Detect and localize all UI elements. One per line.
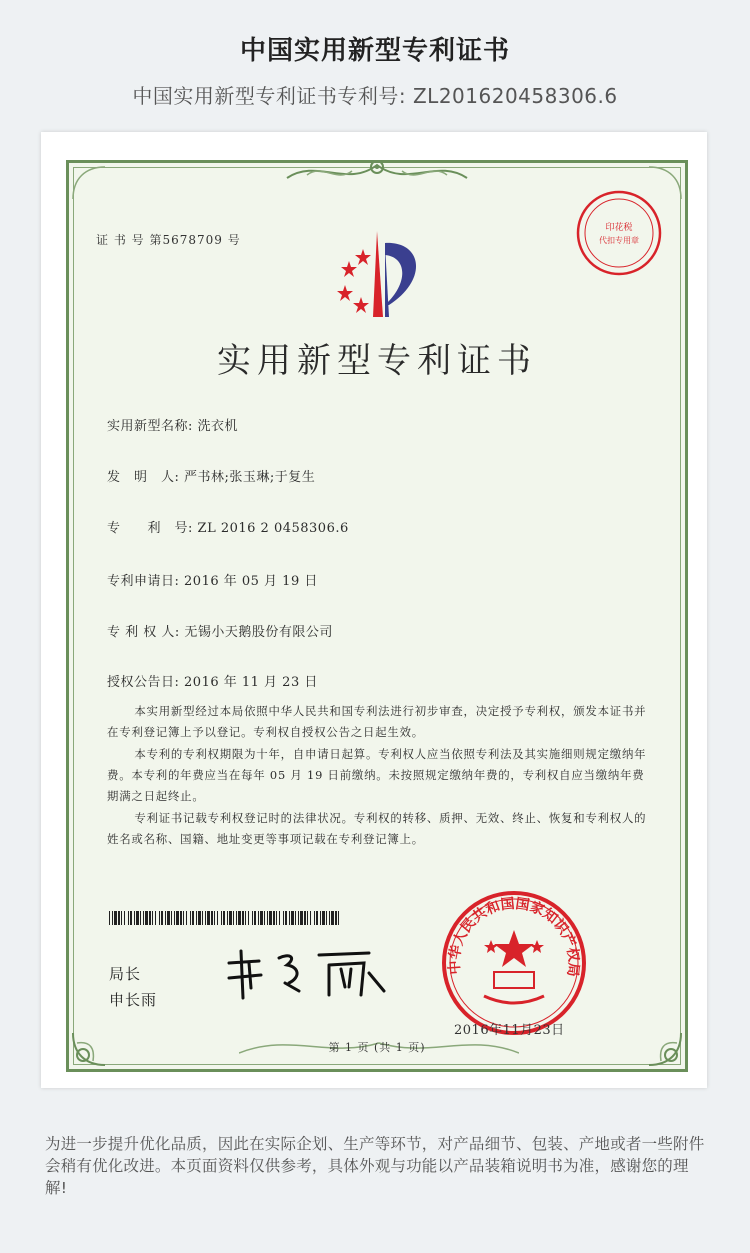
barcode-bar	[149, 911, 151, 925]
barcode-bar	[214, 911, 215, 925]
official-seal-icon	[439, 888, 589, 1038]
field-label: 发 明 人:	[107, 470, 180, 485]
barcode-bar	[267, 911, 268, 925]
barcode-bar	[128, 911, 129, 925]
barcode-bar	[186, 911, 187, 925]
barcode-bar	[316, 911, 318, 925]
barcode-bar	[211, 911, 213, 925]
barcode-bar	[176, 911, 179, 925]
barcode-bar	[171, 911, 172, 925]
field-inventors	[107, 466, 315, 485]
barcode-bar	[264, 911, 265, 925]
barcode-bar	[279, 911, 280, 925]
field-patent-number	[107, 517, 349, 536]
barcode-bar	[136, 911, 139, 925]
barcode-bar	[109, 911, 110, 925]
certificate-title: 实用新型专利证书	[217, 341, 537, 381]
seal-text: 中华人民共和国国家知识产权局	[446, 895, 582, 978]
director-title: 局长	[109, 965, 142, 983]
barcode-bar	[298, 911, 299, 925]
barcode-bar	[202, 911, 203, 925]
barcode-bar	[161, 911, 163, 925]
barcode-bar	[227, 911, 228, 925]
barcode-bar	[242, 911, 244, 925]
barcode-bar	[118, 911, 120, 925]
barcode-bar	[338, 911, 339, 925]
barcode-bar	[229, 911, 232, 925]
barcode-bar	[233, 911, 234, 925]
barcode-bar	[335, 911, 337, 925]
barcode-bar	[134, 911, 135, 925]
page-subtitle: 中国实用新型专利证书专利号: ZL201620458306.6	[132, 84, 618, 108]
barcode-bar	[295, 911, 296, 925]
barcode-bar	[252, 911, 253, 925]
patent-office-logo-icon	[327, 221, 437, 331]
page-title: 中国实用新型专利证书	[239, 36, 510, 66]
director-name: 申长雨	[109, 991, 158, 1009]
barcode-bar	[276, 911, 277, 925]
field-value: 2016 年 11 月 23 日	[184, 675, 318, 690]
barcode-bar	[245, 911, 246, 925]
barcode-bar	[289, 911, 290, 925]
barcode-bar	[121, 911, 122, 925]
barcode-bar	[254, 911, 256, 925]
barcode-bar	[159, 911, 160, 925]
barcode-bar	[260, 911, 263, 925]
barcode-bar	[155, 911, 156, 925]
barcode-bar	[174, 911, 175, 925]
barcode-bar	[304, 911, 306, 925]
barcode-bar	[207, 911, 210, 925]
floral-ornament-icon	[277, 153, 477, 193]
barcode-bar	[283, 911, 284, 925]
barcode-bar	[205, 911, 206, 925]
barcode-bar	[258, 911, 259, 925]
barcode-bar	[310, 911, 311, 925]
disclaimer-text: 为进一步提升优化品质，因此在实际企划、生产等环节，对产品细节、包装、产地或者一些附件会稍有优化改进。本页面资料仅供参考，具体外观与功能以产品装箱说明书为准，感谢您的理解!	[45, 1135, 705, 1197]
barcode-bar	[140, 911, 141, 925]
barcode-bar	[165, 911, 166, 925]
agency-stamp-icon	[574, 188, 664, 278]
barcode-bar	[198, 911, 201, 925]
barcode-bar	[112, 911, 113, 925]
barcode-bar	[331, 911, 334, 925]
svg-text:印花税: 印花税	[605, 223, 633, 233]
barcode-bar	[130, 911, 132, 925]
body-paragraph: 本专利的专利权期限为十年，自申请日起算。专利权人应当依照专利法及其实施细则规定缴纳年费。本专利的年费应当在每年 05 月 19 日前缴纳。未按照规定缴纳年费的，专利权自应当缴纳年费期满之日起终止。	[107, 747, 647, 803]
barcode-bar	[196, 911, 197, 925]
page-header	[0, 0, 750, 125]
field-application-date	[107, 570, 318, 589]
barcode-bar	[236, 911, 237, 925]
barcode-bar	[307, 911, 308, 925]
barcode-bar	[326, 911, 327, 925]
barcode-bar	[180, 911, 182, 925]
field-value: 严书林;张玉琳;于复生	[184, 470, 316, 485]
field-label: 专利申请日:	[107, 574, 180, 589]
barcode-bar	[238, 911, 241, 925]
field-value: ZL 2016 2 0458306.6	[197, 521, 349, 536]
barcode-bar	[114, 911, 117, 925]
corner-ornament-icon	[65, 1003, 135, 1073]
body-paragraph: 本实用新型经过本局依照中华人民共和国专利法进行初步审查，决定授予专利权，颁发本证书并在专利登记簿上予以登记。专利权自授权公告之日起生效。	[107, 704, 647, 739]
barcode-bar	[167, 911, 170, 925]
field-grant-date	[107, 671, 318, 690]
issue-date: 2016年11月23日	[454, 1023, 565, 1038]
field-patentee	[107, 621, 333, 640]
body-paragraph: 专利证书记载专利权登记时的法律状况。专利权的转移、质押、无效、终止、恢复和专利权人的姓名或名称、国籍、地址变更等事项记载在专利登记簿上。	[107, 811, 647, 846]
field-value: 无锡小天鹅股份有限公司	[184, 625, 333, 640]
barcode-bar	[217, 911, 218, 925]
svg-text:代扣专用章: 代扣专用章	[599, 236, 639, 245]
barcode-bar	[190, 911, 191, 925]
certificate-number: 证 书 号 第5678709 号	[96, 233, 241, 247]
barcode-bar	[152, 911, 153, 925]
barcode-bar	[322, 911, 325, 925]
barcode-bar	[285, 911, 287, 925]
field-label: 专 利 号:	[107, 521, 193, 536]
field-label: 专 利 权 人:	[107, 625, 180, 640]
barcode-bar	[273, 911, 275, 925]
barcode-bar	[223, 911, 225, 925]
barcode-bar	[329, 911, 330, 925]
barcode-bar	[269, 911, 272, 925]
certificate-paper	[66, 160, 688, 1072]
director-signature-icon	[219, 943, 399, 1003]
barcode-bar	[192, 911, 194, 925]
field-label: 实用新型名称:	[107, 419, 193, 434]
barcode-bar	[143, 911, 144, 925]
certificate-body-text	[107, 701, 652, 851]
barcode-bar	[145, 911, 148, 925]
barcode-bar	[300, 911, 303, 925]
barcode-bar	[221, 911, 222, 925]
barcode-bar	[291, 911, 294, 925]
barcode-bar	[248, 911, 249, 925]
barcode-bar	[124, 911, 125, 925]
page-number: 第 1 页 (共 1 页)	[328, 1041, 426, 1054]
field-value: 洗衣机	[197, 419, 239, 434]
corner-ornament-icon	[65, 159, 135, 229]
barcode-bar	[320, 911, 321, 925]
field-label: 授权公告日:	[107, 675, 180, 690]
certificate-image	[41, 132, 707, 1088]
barcode-bar	[183, 911, 184, 925]
field-utility-model-name	[107, 415, 238, 434]
barcode-icon	[109, 911, 341, 925]
barcode-bar	[314, 911, 315, 925]
field-value: 2016 年 05 月 19 日	[184, 574, 318, 589]
corner-ornament-icon	[619, 1003, 689, 1073]
